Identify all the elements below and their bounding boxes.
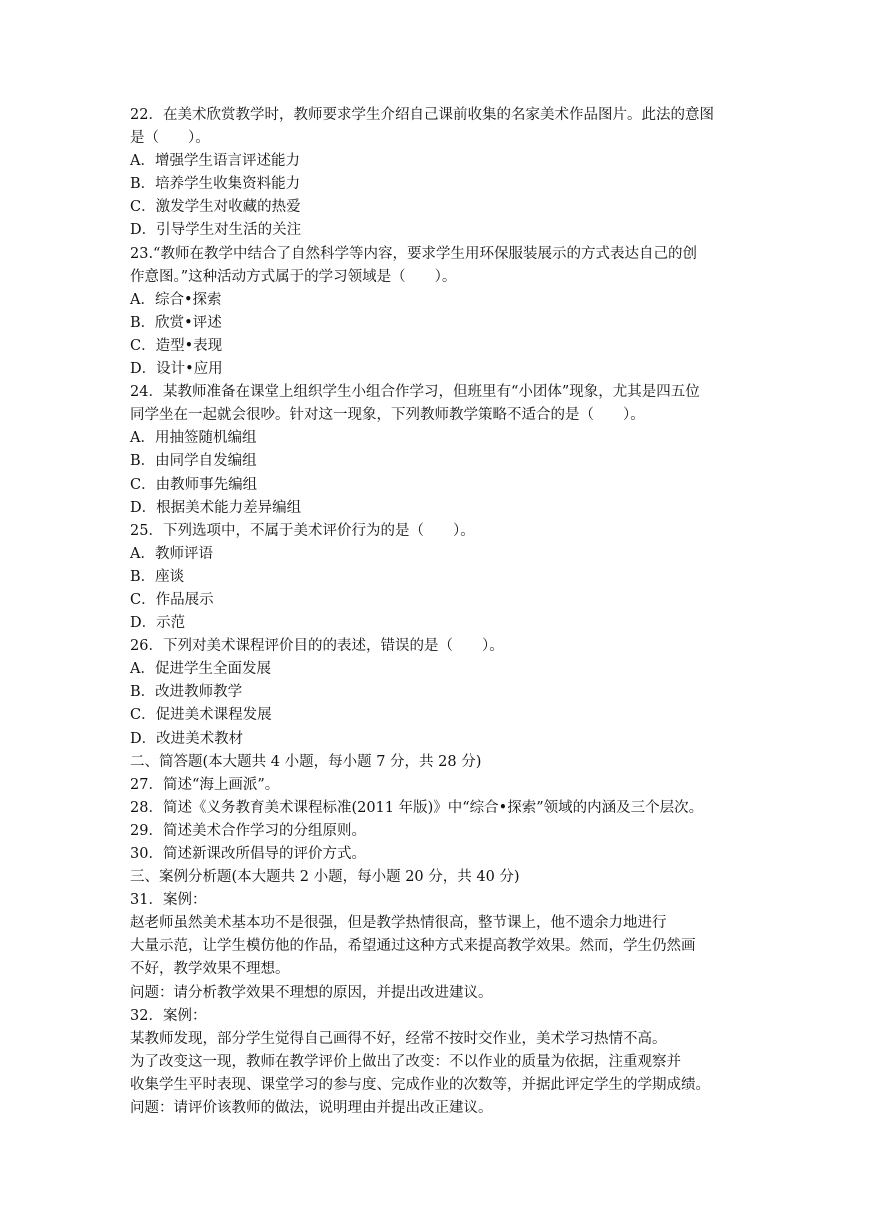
- text-line: C．促进美术课程发展: [130, 707, 272, 724]
- text-line: C．作品展示: [130, 591, 214, 608]
- text-line: A．教师评语: [130, 545, 213, 562]
- text-line: 32．案例：: [130, 1007, 207, 1024]
- text-line: 是（ ）。: [130, 130, 210, 147]
- text-line: 24．某教师准备在课堂上组织学生小组合作学习，但班里有“小团体”现象，尤其是四五位: [130, 384, 700, 401]
- text-line: 收集学生平时表现、课堂学习的参与度、完成作业的次数等，并据此评定学生的学期成绩。: [130, 1076, 710, 1093]
- text-line: 大量示范，让学生模仿他的作品，希望通过这种方式来提高教学效果。然而，学生仍然画: [130, 938, 696, 955]
- text-line: 31．案例：: [130, 892, 207, 909]
- text-line: 30．简述新课改所倡导的评价方式。: [130, 846, 366, 862]
- text-line: 25．下列选项中，不属于美术评价行为的是（ ）。: [130, 522, 475, 539]
- text-line: A．促进学生全面发展: [130, 661, 271, 678]
- text-line: D．根据美术能力差异编组: [130, 499, 302, 516]
- text-line: D．引导学生对生活的关注: [130, 222, 302, 239]
- text-line: A．综合•探索: [130, 291, 222, 308]
- text-line: 为了改变这一现，教师在教学评价上做出了改变：不以作业的质量为依据，注重观察并: [130, 1053, 681, 1070]
- text-line: 22．在美术欣赏教学时，教师要求学生介绍自己课前收集的名家美术作品图片。此法的意图: [130, 107, 714, 123]
- text-line: C．造型•表现: [130, 337, 223, 354]
- text-line: B．培养学生收集资料能力: [130, 176, 301, 193]
- text-line: 问题：请评价该教师的做法，说明理由并提出改正建议。: [130, 1100, 493, 1117]
- text-line: C．激发学生对收藏的热爱: [130, 199, 301, 216]
- text-line: B．改进教师教学: [130, 684, 243, 701]
- text-line: 某教师发现，部分学生觉得自己画得不好，经常不按时交作业，美术学习热情不高。: [130, 1030, 667, 1047]
- text-line: D．设计•应用: [130, 361, 223, 378]
- text-line: A．用抽签随机编组: [130, 430, 257, 447]
- text-line: 二、简答题(本大题共 4 小题，每小题 7 分，共 28 分): [130, 753, 482, 770]
- text-line: 23.“教师在教学中结合了自然科学等内容，要求学生用环保服装展示的方式表达自己的创: [130, 245, 697, 262]
- text-line: D．改进美术教材: [130, 730, 244, 747]
- text-line: D．示范: [130, 615, 186, 632]
- text-line: A．增强学生语言评述能力: [130, 153, 300, 170]
- text-line: C．由教师事先编组: [130, 476, 258, 493]
- text-line: 同学坐在一起就会很吵。针对这一现象，下列教师教学策略不适合的是（ ）。: [130, 407, 645, 424]
- text-line: B．座谈: [130, 568, 185, 585]
- text-line: 问题：请分析教学效果不理想的原因，并提出改进建议。: [130, 984, 493, 1001]
- text-line: B．欣赏•评述: [130, 314, 222, 331]
- text-line: 28．简述《义务教育美术课程标准(2011 年版)》中“综合•探索”领域的内涵及三个层次。: [130, 799, 704, 816]
- text-line: B．由同学自发编组: [130, 453, 257, 470]
- document-body: [130, 104, 770, 1120]
- text-line: 作意图。”这种活动方式属于的学习领域是（ ）。: [130, 268, 457, 285]
- text-line: 不好，教学效果不理想。: [130, 961, 290, 978]
- text-line: 三、案例分析题(本大题共 2 小题，每小题 20 分，共 40 分): [130, 869, 520, 886]
- text-line: 26．下列对美术课程评价目的的表述，错误的是（ ）。: [130, 638, 504, 655]
- text-line: 赵老师虽然美术基本功不是很强，但是教学热情很高，整节课上，他不遗余力地进行: [130, 915, 667, 932]
- text-line: 27．简述“海上画派”。: [130, 776, 280, 793]
- text-line: 29．简述美术合作学习的分组原则。: [130, 822, 366, 839]
